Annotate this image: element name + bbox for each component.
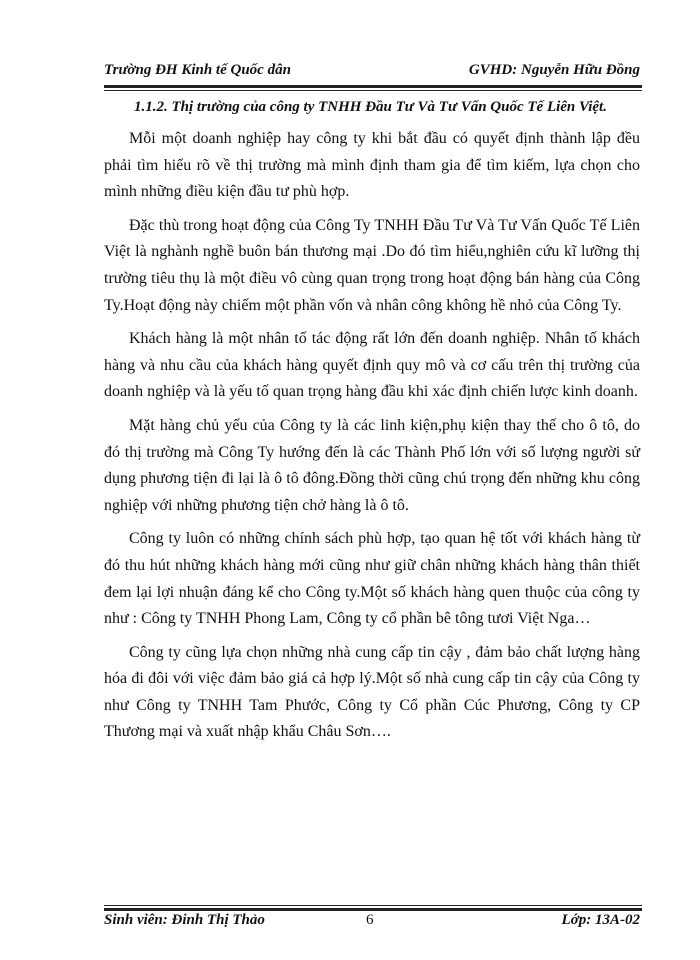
paragraph: Khách hàng là một nhân tố tác động rất lớn đến doanh nghiệp. Nhân tố khách hàng và nhu cầu của khách hàng quyết định quy mô và cơ cấu trên thị trường của doanh nghiệp và là yếu tố quan trọng hàng đầu khi xác định chiến lược kinh doanh. bbox=[104, 330, 640, 401]
section-title: 1.1.2. Thị trường của công ty TNHH Đầu Tư Và Tư Vấn Quốc Tế Liên Việt. bbox=[134, 99, 607, 115]
footer-rule-thin bbox=[104, 905, 642, 906]
paragraph: Mỗi một doanh nghiệp hay công ty khi bắt đầu có quyết định thành lập đều phải tìm hiểu rõ về thị trường mà mình định tham gia để tìm kiếm, lựa chọn cho mình những điều kiện đầu tư phù hợp. bbox=[104, 130, 640, 201]
header-university: Trường ĐH Kinh tế Quốc dân bbox=[104, 62, 291, 78]
paragraph: Đặc thù trong hoạt động của Công Ty TNHH Đầu Tư Và Tư Vấn Quốc Tế Liên Việt là nghành nghề buôn bán thương mại .Do đó tìm hiểu,nghiên cứu kĩ lưỡng thị trường tiêu thụ là một điều vô cùng quan trọng trong hoạt động bán hàng của Công Ty.Hoạt động này chiếm một phần vốn và nhân công không hề nhỏ của Công Ty. bbox=[104, 216, 640, 314]
footer-class: Lớp: 13A-02 bbox=[561, 912, 640, 928]
paragraph: Mặt hàng chủ yếu của Công ty là các linh kiện,phụ kiện thay thế cho ô tô, do đó thị trường mà Công Ty hướng đến là các Thành Phố lớn với số lượng người sử dụng phương tiện đi lại là ô tô đông.Đồng thời cũng chú trọng đến những khu công nghiệp với những phương tiện chở hàng là ô tô. bbox=[104, 416, 640, 514]
footer-student: Sinh viên: Đinh Thị Thảo bbox=[104, 912, 265, 928]
footer-rule-thick bbox=[104, 908, 642, 911]
page-body bbox=[104, 96, 640, 753]
header-rule-thick bbox=[104, 85, 642, 88]
page-header bbox=[104, 56, 640, 84]
paragraph: Công ty luôn có những chính sách phù hợp, tạo quan hệ tốt với khách hàng từ đó thu hút những khách hàng mới cũng như giữ chân những khách hàng thân thiết đem lại lợi nhuận đáng kể cho Công ty.Một số khách hàng quen thuộc của công ty như : Công ty TNHH Phong Lam, Công ty cổ phần bê tông tươi Việt Nga… bbox=[104, 530, 640, 628]
page-number: 6 bbox=[366, 912, 374, 928]
page-footer bbox=[104, 912, 640, 936]
header-supervisor: GVHD: Nguyễn Hữu Đồng bbox=[468, 62, 640, 78]
paragraph: Công ty cũng lựa chọn những nhà cung cấp tin cậy , đảm bảo chất lượng hàng hóa đi đôi với việc đảm bảo giá cả hợp lý.Một số nhà cung cấp tin cậy của Công ty như Công ty TNHH Tam Phước, Công ty Cổ phần Cúc Phương, Công ty CP Thương mại và xuất nhập khẩu Châu Sơn…. bbox=[104, 643, 640, 741]
header-rule-thin bbox=[104, 90, 642, 91]
